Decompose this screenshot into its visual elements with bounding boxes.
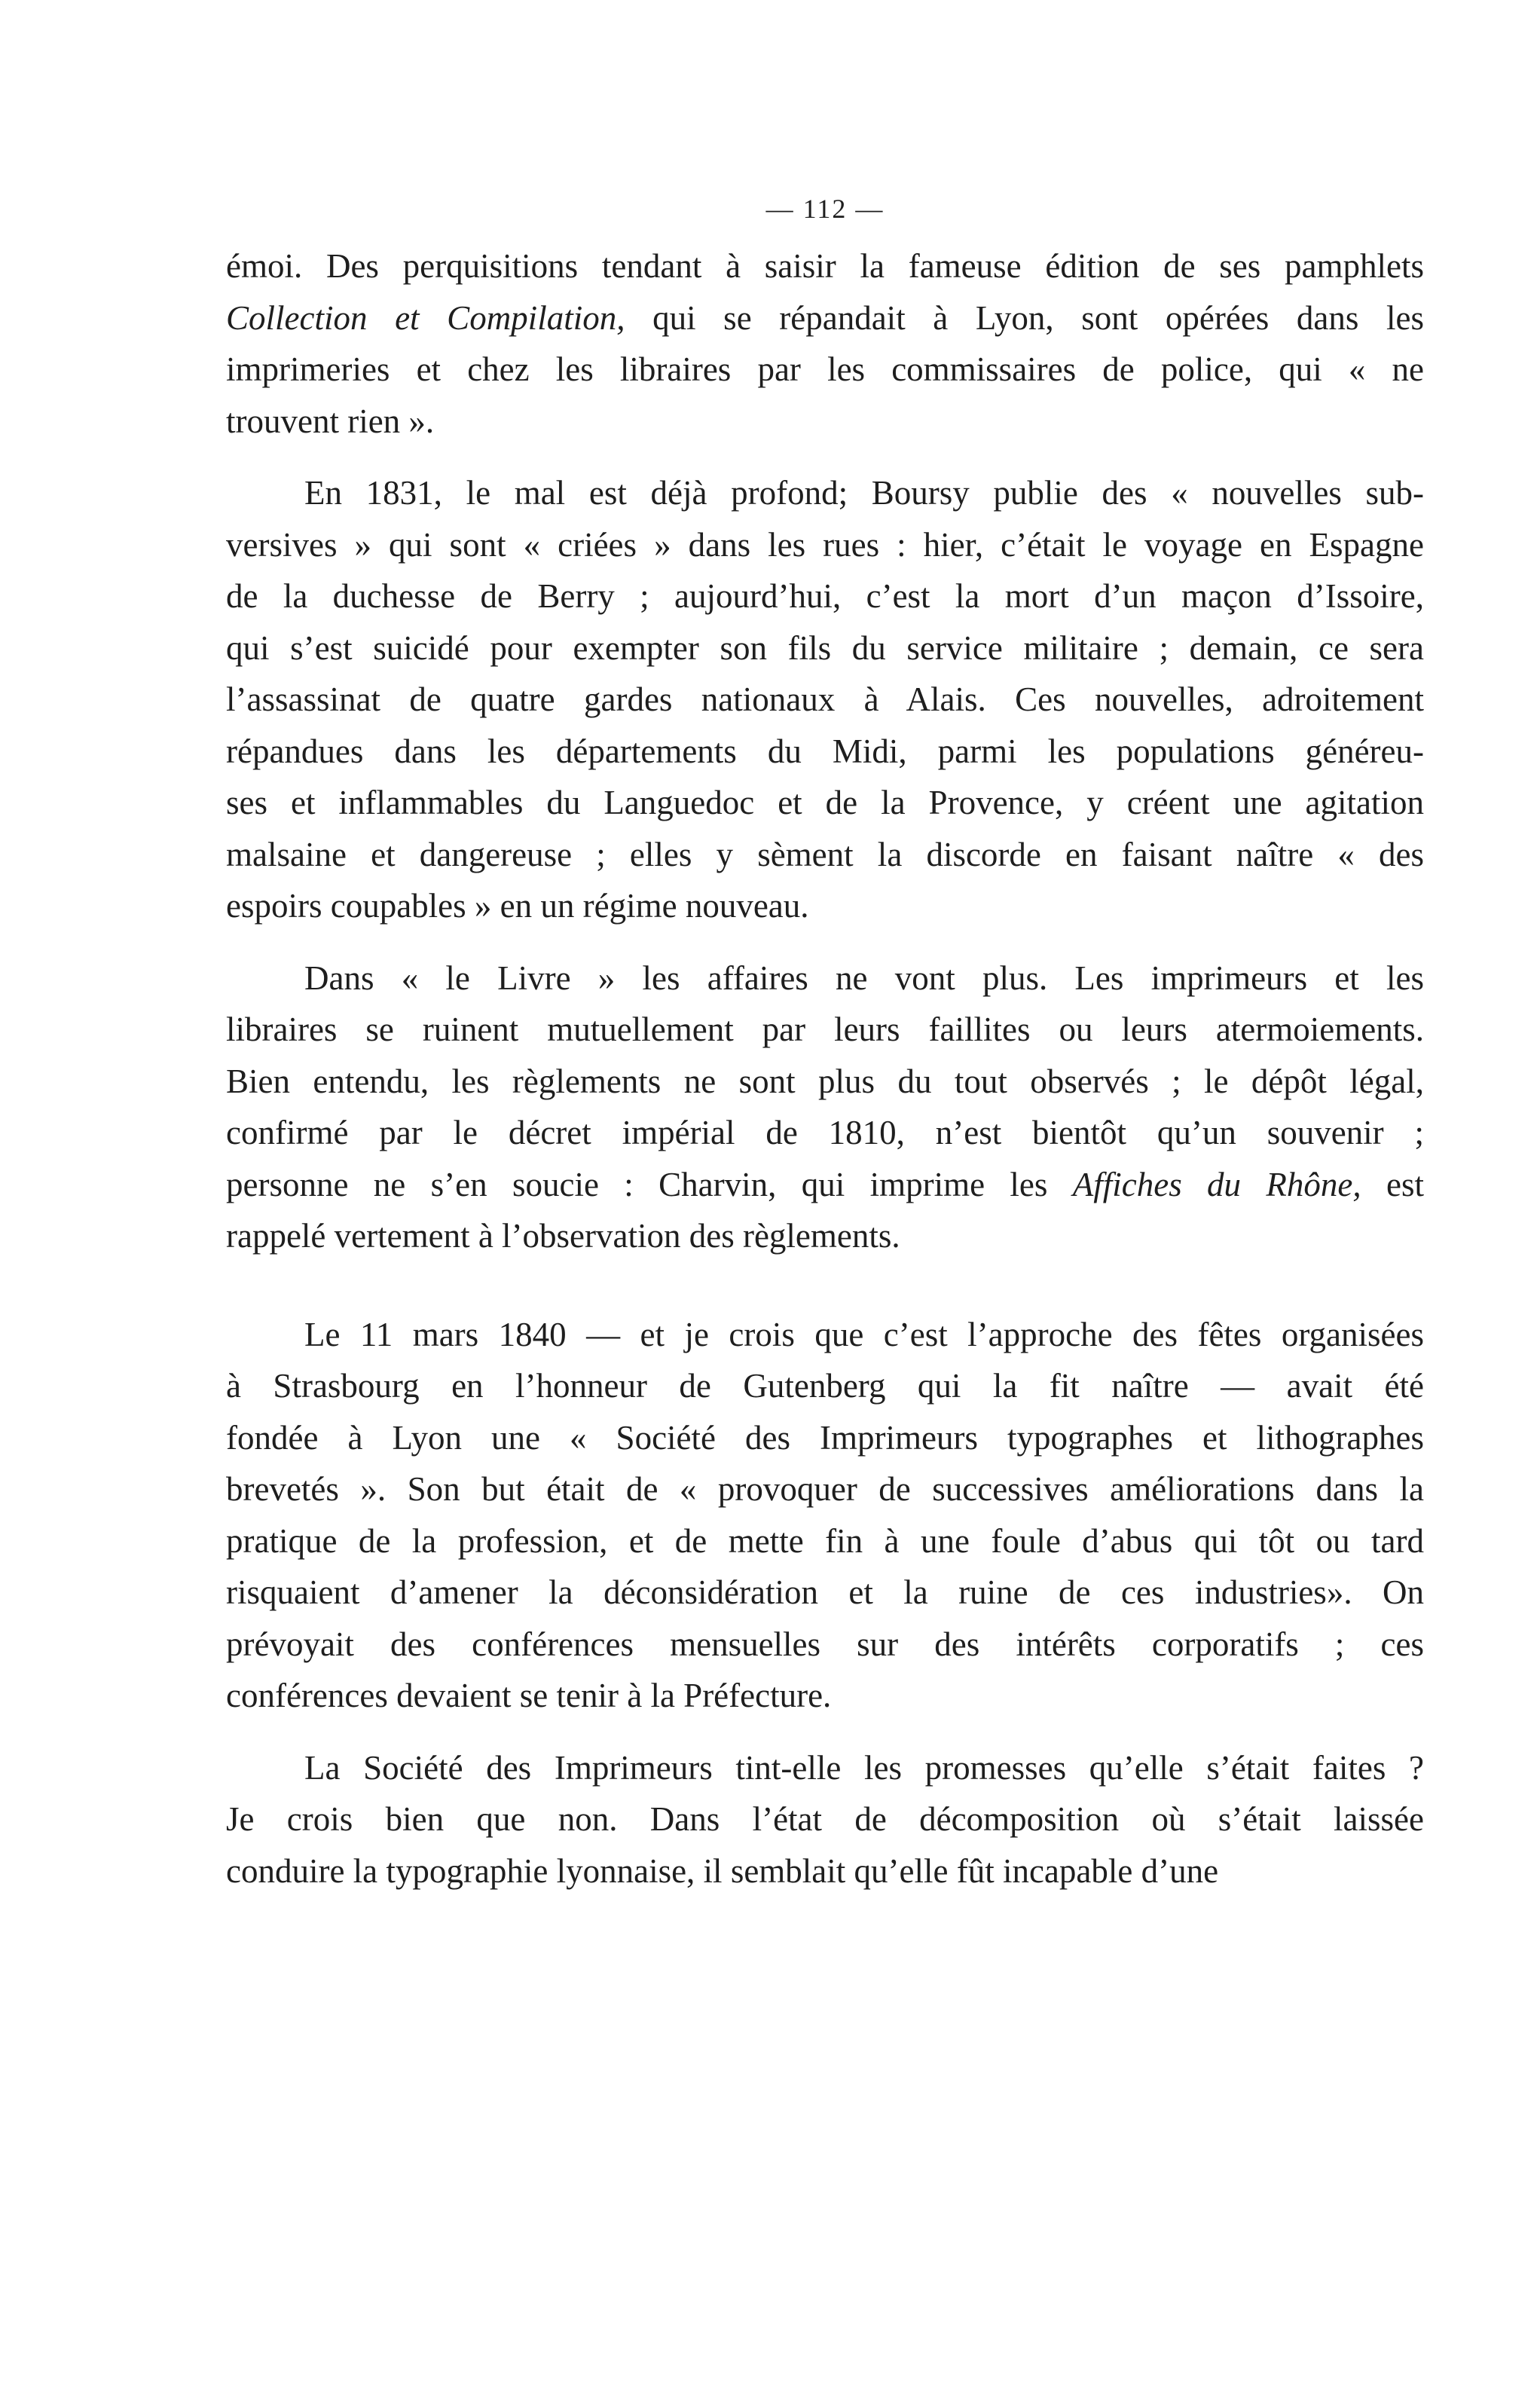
text-run: trouvent rien ». [226,402,435,440]
text-run: pratique de la profession, et de mette fin à une foule d’abus qui tôt ou tard [226,1521,1424,1560]
text-line [226,1515,1424,1567]
text-line [226,396,1424,448]
text-line [226,1210,1424,1262]
paragraph [226,1742,1424,1897]
paragraph-spacer [226,1722,1424,1742]
text-line [226,726,1424,778]
text-run: l’assassinat de quatre gardes nationaux à Alais. Ces nouvelles, adroitement [226,680,1424,718]
text-line [226,1360,1424,1412]
text-run: à Strasbourg en l’honneur de Gutenberg qui la fit naître — avait été [226,1367,1424,1405]
paragraph-spacer [226,932,1424,952]
text-run: prévoyait des conférences mensuelles sur des intérêts corporatifs ; ces [226,1625,1424,1663]
paragraph [226,1309,1424,1722]
text-run: répandues dans les départements du Midi, parmi les populations généreu- [226,732,1424,770]
text-line [226,1845,1424,1897]
text-run: Le 11 mars 1840 — et je crois que c’est l’approche des fêtes organisées [304,1315,1424,1353]
paragraph [226,240,1424,447]
text-line [226,1670,1424,1722]
text-line [226,622,1424,674]
text-run: Je crois bien que non. Dans l’état de décomposition où s’était laissée [226,1800,1424,1838]
text-line [226,1619,1424,1671]
text-line [226,777,1424,829]
text-line [226,1742,1424,1794]
text-run: imprimeries et chez les libraires par les commissaires de police, qui « ne [226,350,1424,388]
text-line [226,1412,1424,1464]
text-run: risquaient d’amener la déconsidération et la ruine de ces industries». On [226,1573,1424,1611]
text-line [226,1056,1424,1108]
text-line [226,952,1424,1004]
text-line [226,880,1424,932]
text-line [226,829,1424,881]
text-run: versives » qui sont « criées » dans les rues : hier, c’était le voyage en Espagne [226,525,1424,564]
text-run: qui se répandait à Lyon, sont opérées dans les [625,298,1425,337]
text-run: fondée à Lyon une « Société des Imprimeurs typographes et lithographes [226,1418,1424,1457]
text-line [226,344,1424,396]
text-line [226,292,1424,344]
text-line [226,240,1424,292]
paragraph-spacer [226,1262,1424,1309]
text-line [226,674,1424,726]
paragraph [226,467,1424,932]
text-run: En 1831, le mal est déjà profond; Boursy publie des « nouvelles sub- [304,474,1424,512]
text-run: ses et inflammables du Languedoc et de la Provence, y créent une agitation [226,784,1424,821]
text-run: espoirs coupables » en un régime nouveau. [226,887,809,925]
text-run: La Société des Imprimeurs tint-elle les promesses qu’elle s’était faites ? [304,1748,1424,1787]
text-line [226,467,1424,519]
text-line [226,570,1424,622]
text-run: conduire la typographie lyonnaise, il semblait qu’elle fût incapable d’une [226,1851,1219,1890]
text-line [226,1107,1424,1159]
text-run: est [1361,1165,1424,1203]
text-run: confirmé par le décret impérial de 1810, n’est bientôt qu’un souvenir ; [226,1114,1424,1151]
paragraph [226,952,1424,1262]
text-line [226,1793,1424,1845]
text-run: malsaine et dangereuse ; elles y sèment la discorde en faisant naître « des [226,835,1424,873]
text-line [226,1004,1424,1056]
page-number: — 112 — [765,194,885,224]
text-line [226,1463,1424,1515]
paragraph-spacer [226,447,1424,467]
italic-title: Affiches du Rhône, [1072,1165,1361,1203]
text-run: Bien entendu, les règlements ne sont plus du tout observés ; le dépôt légal, [226,1062,1424,1100]
italic-title: Collection et Compilation, [226,298,625,337]
text-run: émoi. Des perquisitions tendant à saisir la fameuse édition de ses pamphlets [226,247,1424,285]
text-run: qui s’est suicidé pour exempter son fils du service militaire ; demain, ce sera [226,628,1424,667]
text-line [226,1567,1424,1619]
text-run: brevetés ». Son but était de « provoquer de successives améliorations dans la [226,1470,1424,1508]
text-run: Dans « le Livre » les affaires ne vont plus. Les imprimeurs et les [304,959,1424,997]
text-line [226,519,1424,571]
text-run: conférences devaient se tenir à la Préfecture. [226,1677,832,1714]
text-run: rappelé vertement à l’observation des règlements. [226,1217,900,1255]
text-run: personne ne s’en soucie : Charvin, qui imprime les [226,1165,1073,1203]
text-run: de la duchesse de Berry ; aujourd’hui, c’est la mort d’un maçon d’Issoire, [226,577,1424,615]
text-body [226,240,1424,1897]
book-page [226,192,1424,1897]
text-line [226,1159,1424,1211]
text-run: libraires se ruinent mutuellement par leurs faillites ou leurs atermoiements. [226,1010,1424,1048]
text-line [226,1309,1424,1361]
